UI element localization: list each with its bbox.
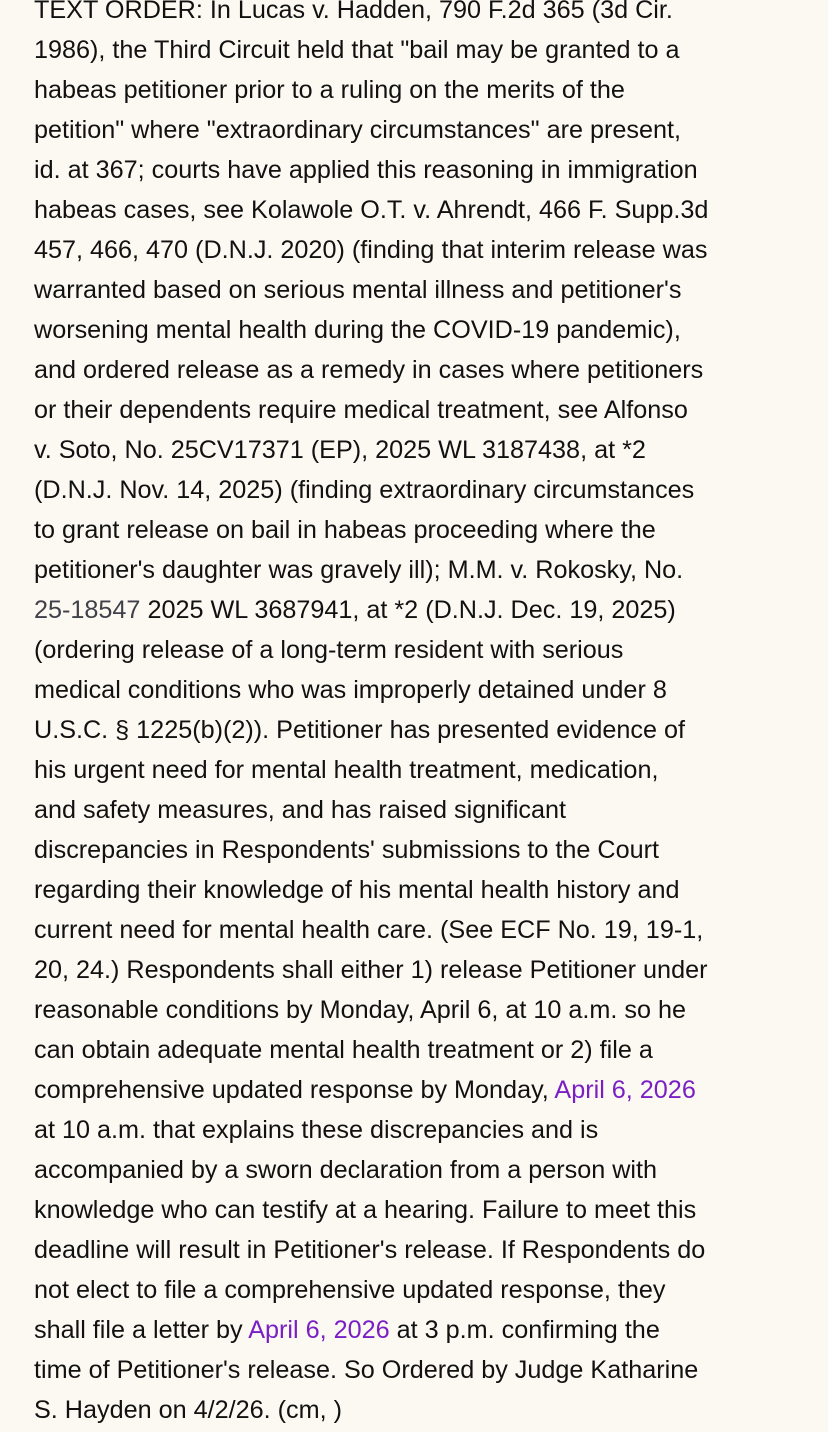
- text-line: (D.N.J. Nov. 14, 2025) (finding extraordinary circumstances: [34, 476, 695, 504]
- text-line: or their dependents require medical treatment, see Alfonso: [34, 396, 688, 424]
- text-line: accompanied by a sworn declaration from a person with: [34, 1156, 658, 1184]
- text-line: reasonable conditions by Monday, April 6, at 10 a.m. so he: [34, 996, 686, 1024]
- text-line: his urgent need for mental health treatment, medication,: [34, 756, 659, 784]
- text-segment: at 3 p.m. confirming the: [389, 1316, 660, 1344]
- text-line: v. Soto, No. 25CV17371 (EP), 2025 WL 3187438, at *2: [34, 436, 646, 464]
- text-line: petition" where "extraordinary circumstances" are present,: [34, 116, 682, 144]
- text-line: regarding their knowledge of his mental health history and: [34, 876, 680, 904]
- text-line: id. at 367; courts have applied this reasoning in immigration: [34, 156, 698, 184]
- text-line: 1986), the Third Circuit held that "bail may be granted to a: [34, 36, 680, 64]
- text-line: not elect to file a comprehensive updated response, they: [34, 1276, 666, 1304]
- text-line: and safety measures, and has raised significant: [34, 796, 567, 824]
- text-line: warranted based on serious mental illness and petitioner's: [34, 276, 682, 304]
- text-segment: shall file a letter by: [34, 1316, 249, 1344]
- text-line: knowledge who can testify at a hearing. Failure to meet this: [34, 1196, 697, 1224]
- text-segment: comprehensive updated response by Monday,: [34, 1076, 555, 1104]
- text-line: TEXT ORDER: In Lucas v. Hadden, 790 F.2d 365 (3d Cir.: [34, 0, 673, 24]
- text-line: medical conditions who was improperly detained under 8: [34, 676, 667, 704]
- detected-date-link[interactable]: April 6, 2026: [248, 1316, 390, 1344]
- text-line: [34, 1310, 794, 1350]
- text-line: can obtain adequate mental health treatment or 2) file a: [34, 1036, 653, 1064]
- text-line: time of Petitioner's release. So Ordered by Judge Katharine: [34, 1356, 699, 1384]
- text-line: worsening mental health during the COVID-19 pandemic),: [34, 316, 681, 344]
- text-line: [34, 1070, 794, 1110]
- text-line: discrepancies in Respondents' submissions to the Court: [34, 836, 660, 864]
- text-line: at 10 a.m. that explains these discrepancies and is: [34, 1116, 599, 1144]
- text-segment: 2025 WL 3687941, at *2 (D.N.J. Dec. 19, 2025): [140, 596, 676, 624]
- text-line: current need for mental health care. (See ECF No. 19, 19-1,: [34, 916, 704, 944]
- text-line: petitioner's daughter was gravely ill); M.M. v. Rokosky, No.: [34, 556, 684, 584]
- detected-phone-number-link[interactable]: 25-18547: [34, 596, 141, 624]
- text-order-document: [34, 0, 794, 1430]
- text-line: [34, 590, 794, 630]
- text-line: and ordered release as a remedy in cases where petitioners: [34, 356, 704, 384]
- text-line: habeas cases, see Kolawole O.T. v. Ahrendt, 466 F. Supp.3d: [34, 196, 709, 224]
- text-line: (ordering release of a long-term resident with serious: [34, 636, 624, 664]
- text-line: 457, 466, 470 (D.N.J. 2020) (finding that interim release was: [34, 236, 708, 264]
- text-line: S. Hayden on 4/2/26. (cm, ): [34, 1396, 342, 1424]
- text-line: habeas petitioner prior to a ruling on the merits of the: [34, 76, 625, 104]
- text-line: U.S.C. § 1225(b)(2)). Petitioner has presented evidence of: [34, 716, 686, 744]
- text-line: deadline will result in Petitioner's release. If Respondents do: [34, 1236, 706, 1264]
- detected-date-link[interactable]: April 6, 2026: [554, 1076, 696, 1104]
- text-line: to grant release on bail in habeas proceeding where the: [34, 516, 656, 544]
- text-line: 20, 24.) Respondents shall either 1) release Petitioner under: [34, 956, 708, 984]
